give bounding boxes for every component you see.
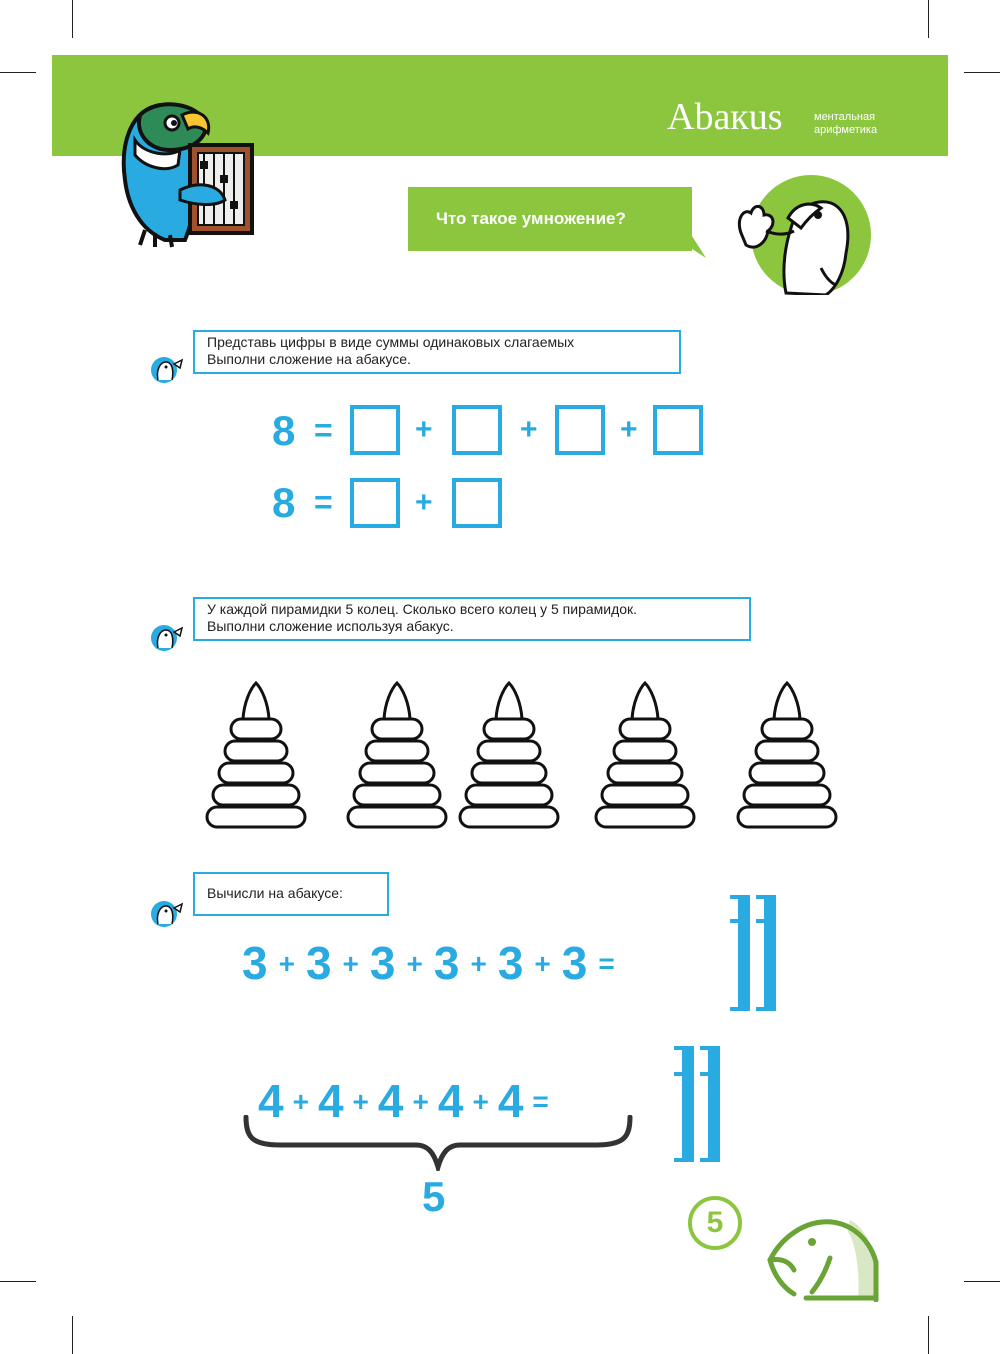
- pyramid-ring: [213, 785, 299, 805]
- pyramid: [348, 683, 446, 827]
- pyramid-ring: [225, 741, 287, 761]
- title-bubble: [408, 187, 692, 251]
- parrot-hint-icon: [148, 620, 184, 654]
- expression-term: 3: [433, 937, 460, 989]
- plus-sign: +: [406, 948, 423, 979]
- plus-sign: +: [534, 948, 551, 979]
- pyramid-ring: [460, 807, 558, 827]
- pyramid-ring: [372, 719, 422, 739]
- answer-box[interactable]: [452, 405, 502, 455]
- row1-plus: +: [620, 413, 638, 446]
- abacus-answer-1[interactable]: [728, 893, 780, 1013]
- crop-mark: [964, 72, 1000, 73]
- task2-instruction-line2: Выполни сложение используя абакус.: [207, 618, 454, 634]
- task1-instruction: [193, 330, 681, 374]
- row2-number: 8: [272, 479, 296, 526]
- brand-name: Abaкus: [667, 96, 783, 138]
- pyramid-ring: [608, 763, 682, 783]
- title-bubble-tail: [672, 236, 706, 260]
- pyramid-ring: [744, 785, 830, 805]
- pyramid-tip: [774, 683, 800, 719]
- abacus-answer-2[interactable]: [672, 1044, 724, 1164]
- expression-term: 3: [242, 937, 268, 989]
- pyramid-ring: [762, 719, 812, 739]
- pyramid-ring: [620, 719, 670, 739]
- pyramid-tip: [496, 683, 522, 719]
- pyramid-ring: [738, 807, 836, 827]
- pyramid-ring: [614, 741, 676, 761]
- pyramid-ring: [231, 719, 281, 739]
- page-number-badge: [688, 1196, 742, 1250]
- pyramid-ring: [219, 763, 293, 783]
- pyramid-ring: [348, 807, 446, 827]
- pyramid-ring: [478, 741, 540, 761]
- row1-plus: +: [415, 413, 433, 446]
- pyramid: [207, 683, 305, 827]
- plus-sign: +: [470, 948, 487, 979]
- crop-mark: [928, 1316, 929, 1354]
- expression-term: 3: [305, 937, 332, 989]
- plus-sign: +: [352, 1086, 369, 1117]
- pyramid-ring: [596, 807, 694, 827]
- expression-term: 4: [317, 1075, 344, 1127]
- page-number: 5: [706, 1206, 724, 1239]
- page-title: Что такое умножение?: [436, 209, 626, 228]
- expression-term: 3: [561, 937, 588, 989]
- pyramid-tip: [243, 683, 269, 719]
- task1-instruction-line1: Представь цифры в виде суммы одинаковых слагаемых: [207, 334, 575, 350]
- talking-parrot-illustration: [726, 173, 876, 295]
- crop-mark: [0, 72, 36, 73]
- crop-mark: [0, 1281, 36, 1282]
- pyramid: [460, 683, 558, 827]
- expression-term: 3: [497, 937, 524, 989]
- plus-sign: +: [412, 1086, 429, 1117]
- crop-mark: [72, 1316, 73, 1354]
- answer-box[interactable]: [555, 405, 605, 455]
- row1-number: 8: [272, 407, 296, 454]
- parrot-abacus-illustration: [110, 95, 270, 255]
- task2-instruction: [193, 597, 751, 641]
- plus-sign: +: [342, 948, 359, 979]
- plus-sign: +: [472, 1086, 489, 1117]
- expression-term: 4: [497, 1075, 524, 1127]
- pyramid-ring: [207, 807, 305, 827]
- pyramid-ring: [472, 763, 546, 783]
- answer-box[interactable]: [653, 405, 703, 455]
- corner-parrot-illustration: [760, 1210, 890, 1302]
- parrot-hint-icon: [148, 896, 184, 930]
- answer-box[interactable]: [452, 478, 502, 528]
- equals-sign: =: [598, 948, 615, 979]
- pyramid-ring: [366, 741, 428, 761]
- plus-sign: +: [292, 1086, 309, 1117]
- task2-instruction-line1: У каждой пирамидки 5 колец. Сколько всего колец у 5 пирамидок.: [207, 601, 638, 617]
- expression-term: 4: [258, 1075, 284, 1127]
- row2-plus: +: [415, 486, 433, 519]
- brace-count: 5: [422, 1173, 446, 1220]
- expression-term: 3: [369, 937, 396, 989]
- pyramid-ring: [484, 719, 534, 739]
- pyramid: [738, 683, 836, 827]
- task1-instruction-line2: Выполни сложение на абакусе.: [207, 351, 411, 367]
- brand-subtitle: [814, 111, 894, 137]
- pyramid: [596, 683, 694, 827]
- pyramid-ring: [750, 763, 824, 783]
- pyramid-ring: [756, 741, 818, 761]
- pyramid-tip: [632, 683, 658, 719]
- expression-1: [242, 937, 626, 989]
- task3-instruction: [193, 872, 389, 916]
- brand-subtitle-line1: ментальная: [814, 111, 876, 123]
- brand-subtitle-line2: арифметика: [814, 124, 878, 136]
- expression-term: 4: [377, 1075, 404, 1127]
- crop-mark: [964, 1281, 1000, 1282]
- answer-box[interactable]: [350, 478, 400, 528]
- pyramid-ring: [602, 785, 688, 805]
- crop-mark: [928, 0, 929, 38]
- row1-plus: +: [520, 413, 538, 446]
- pyramid-ring: [466, 785, 552, 805]
- pyramid-ring: [354, 785, 440, 805]
- plus-sign: +: [278, 948, 295, 979]
- expression-term: 4: [437, 1075, 464, 1127]
- answer-box[interactable]: [350, 405, 400, 455]
- parrot-hint-icon: [148, 352, 184, 386]
- curly-brace: [240, 1115, 636, 1171]
- pyramid-ring: [360, 763, 434, 783]
- crop-mark: [72, 0, 73, 38]
- equals-sign: =: [532, 1086, 549, 1117]
- pyramid-tip: [384, 683, 410, 719]
- task3-instruction-text: Вычисли на абакусе:: [207, 885, 343, 901]
- pyramids-row: [0, 675, 1000, 835]
- row1-equals: =: [314, 412, 333, 448]
- row2-equals: =: [314, 484, 333, 520]
